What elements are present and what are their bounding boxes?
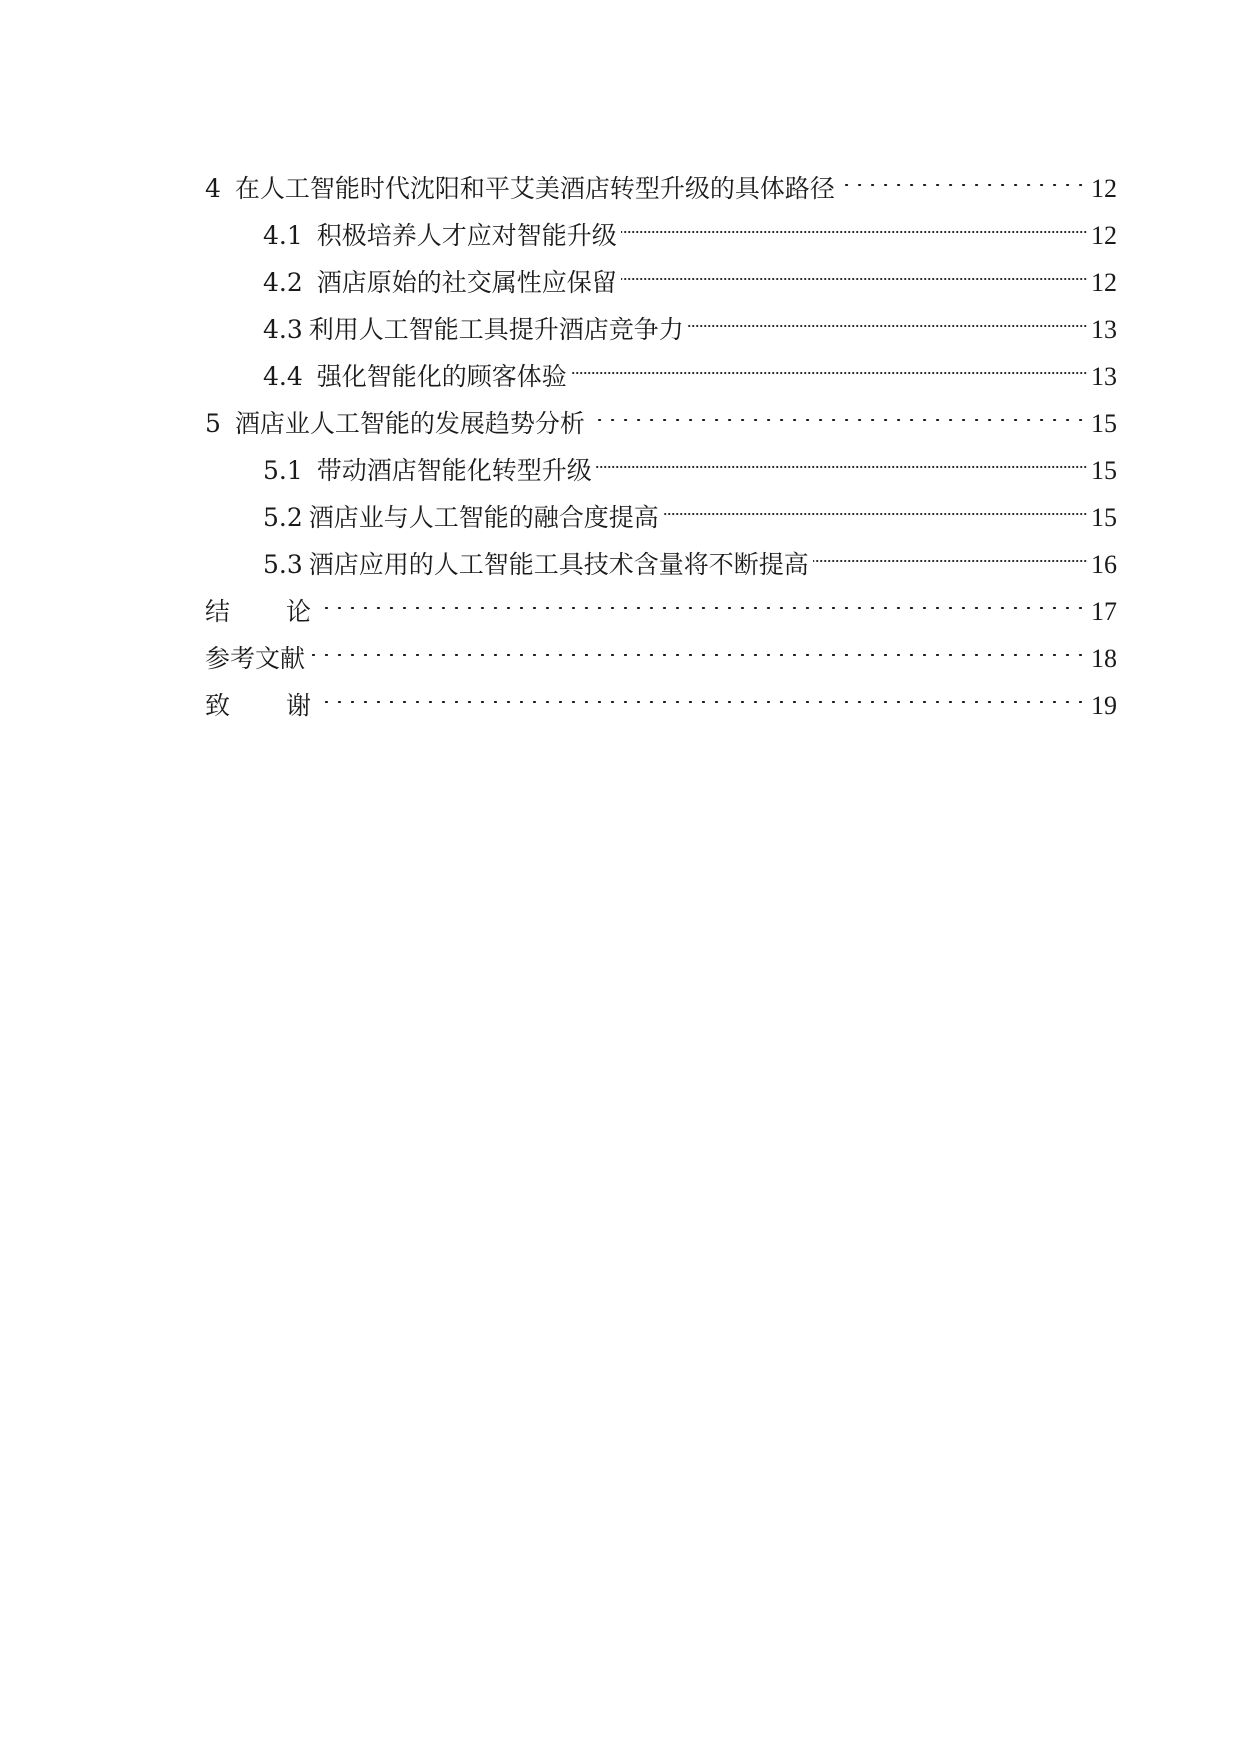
dot-leader — [596, 432, 1087, 479]
toc-entry-conclusion[interactable] — [205, 573, 1117, 626]
toc-entry-number: 4.1 — [263, 221, 303, 250]
toc-entry-page-number: 12 — [1091, 268, 1117, 297]
dot-leader — [571, 338, 1087, 385]
toc-entry-title: 酒店业与人工智能的融合度提高 — [308, 503, 659, 532]
dot-leader — [309, 620, 1087, 667]
toc-entry-page-number: 18 — [1091, 644, 1117, 673]
toc-entry-title: 酒店原始的社交属性应保留 — [316, 268, 617, 297]
dot-leader — [621, 197, 1087, 244]
toc-entry-page-number: 15 — [1091, 409, 1117, 438]
table-of-contents — [205, 150, 1117, 720]
toc-entry-number: 4 — [205, 174, 221, 203]
toc-entry-number: 5.1 — [263, 456, 303, 485]
toc-entry-page-number: 12 — [1091, 174, 1117, 203]
toc-entry-number: 5.3 — [263, 550, 303, 579]
dot-leader — [688, 291, 1087, 338]
toc-entry-label — [205, 682, 311, 729]
toc-entry-title: 带动酒店智能化转型升级 — [316, 456, 592, 485]
toc-entry-label — [263, 259, 617, 306]
toc-entry-title: 积极培养人才应对智能升级 — [316, 221, 617, 250]
toc-entry-title-part: 结 — [205, 597, 231, 626]
toc-entry-label — [263, 447, 592, 494]
toc-entry-title: 酒店应用的人工智能工具技术含量将不断提高 — [308, 550, 809, 579]
toc-entry-label — [205, 588, 311, 635]
toc-entry-page-number: 15 — [1091, 503, 1117, 532]
toc-entry-references[interactable] — [205, 620, 1117, 673]
toc-entry-number: 4.3 — [263, 315, 303, 344]
toc-entry-number: 4.4 — [263, 362, 303, 391]
toc-entry-title-part: 谢 — [286, 691, 312, 720]
dot-leader — [315, 573, 1087, 620]
toc-entry-page-number: 19 — [1091, 691, 1117, 720]
toc-entry-label — [263, 494, 659, 541]
dot-leader — [315, 667, 1087, 714]
toc-entry-page-number: 12 — [1091, 221, 1117, 250]
toc-entry-page-number: 17 — [1091, 597, 1117, 626]
toc-entry-title: 酒店业人工智能的发展趋势分析 — [234, 409, 585, 438]
dot-leader — [589, 385, 1087, 432]
dot-leader — [663, 479, 1087, 526]
toc-entry-number: 4.2 — [263, 268, 303, 297]
toc-entry-acknowledgements[interactable] — [205, 667, 1117, 720]
toc-entry-title: 参考文献 — [205, 644, 306, 673]
toc-entry-label — [205, 400, 585, 447]
toc-entry-page-number: 15 — [1091, 456, 1117, 485]
toc-entry-chapter-4[interactable] — [205, 150, 1117, 203]
dot-leader — [839, 150, 1087, 197]
toc-entry-title: 在人工智能时代沈阳和平艾美酒店转型升级的具体路径 — [234, 174, 835, 203]
toc-entry-label — [263, 353, 567, 400]
toc-entry-title-part: 论 — [286, 597, 312, 626]
dot-leader — [813, 526, 1087, 573]
toc-entry-number: 5.2 — [263, 503, 303, 532]
toc-entry-title: 利用人工智能工具提升酒店竞争力 — [308, 315, 684, 344]
toc-entry-label — [205, 635, 305, 682]
toc-entry-title: 强化智能化的顾客体验 — [316, 362, 567, 391]
dot-leader — [621, 244, 1087, 291]
toc-entry-number: 5 — [205, 409, 221, 438]
toc-entry-label — [263, 212, 617, 259]
toc-entry-title-part: 致 — [205, 691, 231, 720]
toc-entry-page-number: 13 — [1091, 362, 1117, 391]
toc-entry-page-number: 13 — [1091, 315, 1117, 344]
toc-entry-page-number: 16 — [1091, 550, 1117, 579]
